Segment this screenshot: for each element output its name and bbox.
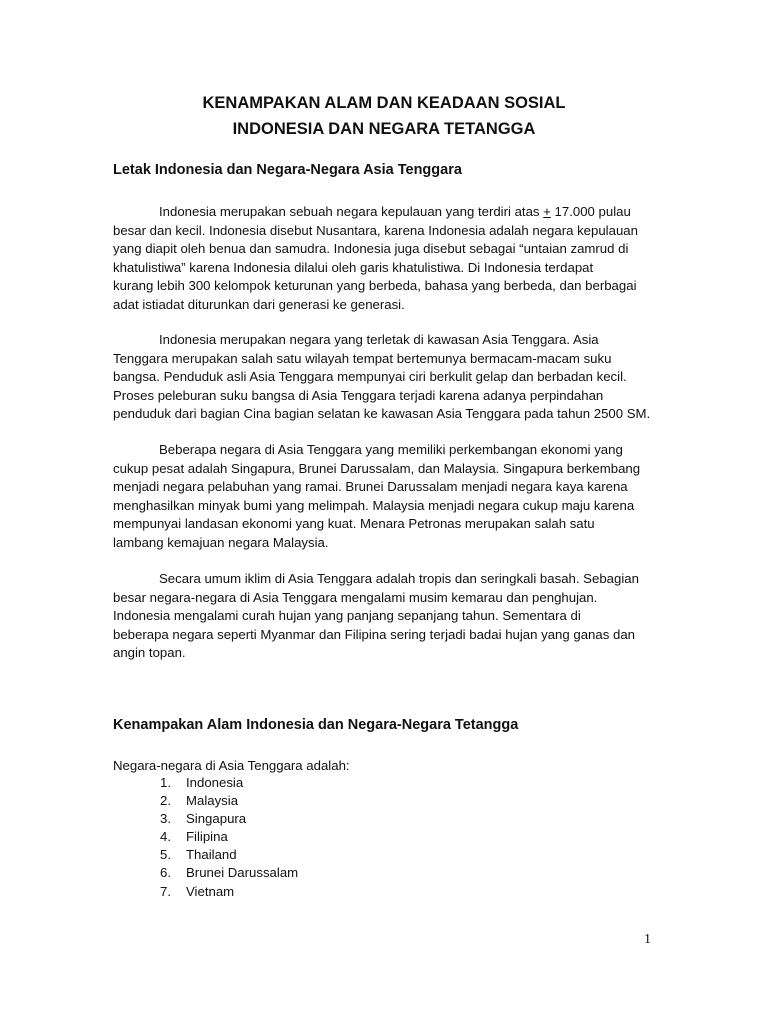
country-name: Thailand [186,847,237,863]
paragraph-line: menjadi negara pelabuhan yang ramai. Brunei Darussalam menjadi negara kaya karena [113,479,628,495]
paragraph-line: lambang kemajuan negara Malaysia. [113,534,329,550]
document-title-line-1: KENAMPAKAN ALAM DAN KEADAAN SOSIAL [202,94,566,112]
paragraph-line: besar dan kecil. Indonesia disebut Nusantara, karena Indonesia adalah negara kepulauan [113,222,638,238]
section-heading-kenampakan: Kenampakan Alam Indonesia dan Negara-Negara Tetangga [113,717,519,733]
list-item [160,810,298,828]
list-number: 3. [160,811,171,827]
list-item [160,774,298,792]
section-heading-letak: Letak Indonesia dan Negara-Negara Asia Tenggara [113,162,462,178]
plus-minus-symbol: + [543,204,551,219]
list-item [160,792,298,810]
country-list-intro: Negara-negara di Asia Tenggara adalah: [113,758,350,773]
paragraph-line: beberapa negara seperti Myanmar dan Filipina sering terjadi badai hujan yang ganas dan [113,626,635,642]
paragraph-line: penduduk dari bagian Cina bagian selatan ke kawasan Asia Tenggara pada tahun 2500 SM. [113,406,651,422]
country-name: Vietnam [186,883,235,899]
paragraph-line: besar negara-negara di Asia Tenggara mengalami musim kemarau dan penghujan. [113,589,598,605]
list-number: 5. [160,847,171,863]
paragraph-line: kurang lebih 300 kelompok keturunan yang berbeda, bahasa yang berbeda, dan berbagai [113,278,637,294]
paragraph-line: Indonesia merupakan negara yang terletak di kawasan Asia Tenggara. Asia [159,332,599,347]
list-item [160,846,298,864]
paragraph-line: Secara umum iklim di Asia Tenggara adalah tropis dan seringkali basah. Sebagian [159,571,639,586]
country-name: Indonesia [186,775,244,790]
list-item [160,883,298,901]
paragraph-line: bangsa. Penduduk asli Asia Tenggara mempunyai ciri berkulit gelap dan berbadan kecil. [113,369,627,385]
paragraph-line: Beberapa negara di Asia Tenggara yang memiliki perkembangan ekonomi yang [159,442,623,457]
paragraph-iklim [113,570,661,663]
paragraph-line: yang diapit oleh benua dan samudra. Indonesia juga disebut sebagai “untaian zamrud di [113,241,629,257]
list-number: 7. [160,883,171,899]
paragraph-line [113,203,661,222]
page-number: 1 [644,932,651,947]
country-name: Malaysia [186,793,239,809]
paragraph-line: khatulistiwa” karena Indonesia dilalui oleh garis khatulistiwa. Di Indonesia terdapat [113,259,594,275]
paragraph-letak-indonesia [113,203,661,315]
list-number: 2. [160,793,171,809]
list-number: 1. [160,775,171,790]
list-item [160,864,298,882]
paragraph-line: angin topan. [113,645,186,661]
country-name: Singapura [186,811,247,827]
list-number: 4. [160,829,171,845]
list-item [160,828,298,846]
country-list [160,774,298,901]
paragraph-line: Indonesia mengalami curah hujan yang panjang sepanjang tahun. Sementara di [113,608,581,624]
country-name: Brunei Darussalam [186,865,299,881]
text-run: 17.000 pulau [550,204,631,219]
document-title-line-2: INDONESIA DAN NEGARA TETANGGA [232,120,536,138]
paragraph-line: Proses peleburan suku bangsa di Asia Tenggara terjadi karena adanya perpindahan [113,387,604,403]
paragraph-ekonomi [113,441,661,553]
list-number: 6. [160,865,171,881]
paragraph-line: Tenggara merupakan salah satu wilayah tempat bertemunya bermacam-macam suku [113,350,612,366]
text-run: Indonesia merupakan sebuah negara kepulauan yang terdiri atas [159,204,544,219]
country-name: Filipina [186,829,228,845]
paragraph-line: mempunyai landasan ekonomi yang kuat. Menara Petronas merupakan salah satu [113,516,595,532]
paragraph-asia-tenggara [113,331,661,424]
paragraph-line: adat istiadat diturunkan dari generasi ke generasi. [113,296,405,312]
paragraph-line: cukup pesat adalah Singapura, Brunei Darussalam, dan Malaysia. Singapura berkembang [113,460,641,476]
paragraph-line: menghasilkan minyak bumi yang melimpah. Malaysia menjadi negara cukup maju karena [113,497,635,513]
